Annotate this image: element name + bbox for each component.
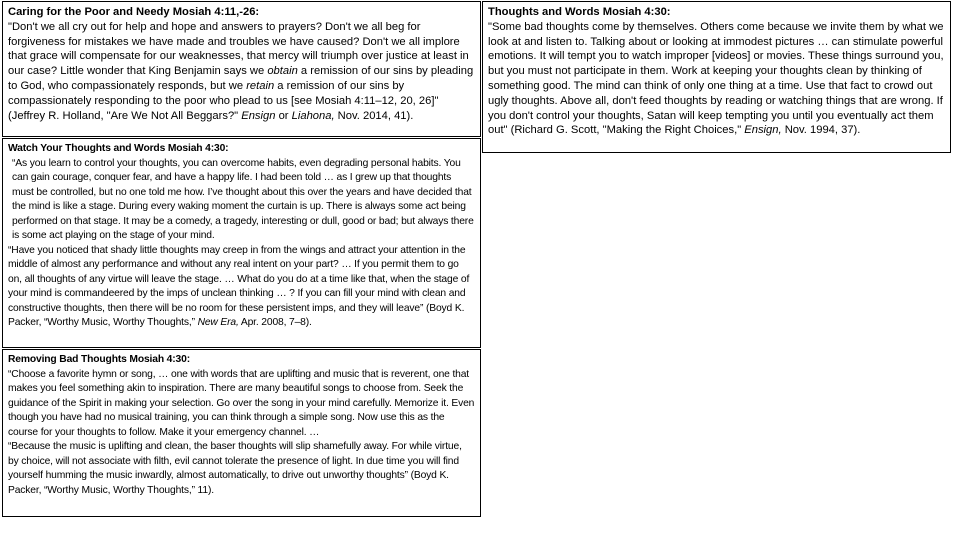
quote-box-thoughts-and-words	[482, 1, 951, 153]
box-title: Caring for the Poor and Needy Mosiah 4:11,-26:	[8, 6, 260, 18]
box-title: Removing Bad Thoughts Mosiah 4:30:	[8, 354, 190, 365]
quote-text	[8, 20, 475, 124]
publication-ensign: Ensign	[241, 109, 276, 122]
emphasis-obtain: obtain	[267, 65, 298, 78]
box-title: Watch Your Thoughts and Words Mosiah 4:30:	[8, 143, 229, 154]
quote-segment: a remission of our sins by compassionately responding to the poor who plead to us [see Mosiah 4:11–12, 20, 26]" (Jeffrey R. Holland, "Are We Not All Beggars?"	[8, 79, 439, 122]
emphasis-retain: retain	[246, 79, 275, 92]
publication-ensign: Ensign,	[744, 124, 782, 137]
publication-liahona: Liahona,	[291, 109, 335, 122]
quote-paragraph: “Choose a favorite hymn or song, … one with words that are uplifting and music that is reverent, one that makes you feel something akin to inspiration. There are many beautiful songs to choose from. Seek the guidance of the Spirit in making your selection. Go over the song in your mind carefully. Memorize it. Even though you have had no musical training, you can think through a simple song. Now use this as the course for your thoughts to follow. Make it your emergency channel. …	[8, 368, 475, 438]
quote-paragraph	[8, 244, 475, 331]
quote-text	[488, 20, 945, 138]
quote-box-watch-thoughts	[2, 138, 481, 348]
quote-paragraph: “Because the music is uplifting and clean, the baser thoughts will slip shamefully away. For while virtue, by choice, will not associate with filth, evil cannot tolerate the presence of light. In due time you will find yourself humming the music inwardly, almost automatically, to drive out unworthy thoughts” (Boyd K. Packer, “Worthy Music, Worthy Thoughts,” 11).	[8, 441, 462, 496]
quote-paragraph: “As you learn to control your thoughts, you can overcome habits, even degrading personal habits. You can gain courage, conquer fear, and have a happy life. I had been told … as I grew up that thoughts must be controlled, but no one told me how. I’ve thought about this over the years and have decided that the mind is like a stage. During every waking moment the curtain is up. There is always some act being performed on that stage. It may be a comedy, a tragedy, interesting or dull, good or bad; but always there is some act playing on the stage of your mind.	[12, 157, 474, 241]
quote-segment: Nov. 1994, 37).	[781, 124, 861, 137]
quote-segment: a remission of our sins by pleading to God, who compassionately responds, but we	[8, 65, 474, 92]
quote-segment: "Don't we all cry out for help and hope and answers to prayers? Don't we all beg for forgiveness for mistakes we have made and troubles we have caused? Don't we all implore that grace will compensate for our weaknesses, that mercy will triumph over justice at least in our case? Little wonder that King Benjamin says we	[8, 20, 469, 78]
quote-segment: “Have you noticed that shady little thoughts may creep in from the wings and attract your attention in the middle of almost any performance and without any real intent on your part? … If you permit them to go on, all thoughts of any virtue will leave the stage. … What do you do at a time like that, when the stage of your mind is commandeered by the imps of unclean thinking … ? If you can fill your mind with clean and constructive thoughts, then there will be no room for these persistent imps, and they will leave” (Boyd K. Packer, “Worthy Music, Worthy Thoughts,”	[8, 244, 470, 328]
quote-segment: Nov. 2014, 41).	[334, 109, 414, 122]
quote-box-caring-for-poor	[2, 1, 481, 137]
quote-segment: Apr. 2008, 7–8).	[238, 317, 312, 328]
quote-segment: or	[275, 109, 292, 122]
publication-new-era: New Era,	[197, 317, 239, 328]
box-title: Thoughts and Words Mosiah 4:30:	[488, 6, 671, 18]
quote-box-removing-bad-thoughts	[2, 349, 481, 517]
quote-segment: "Some bad thoughts come by themselves. Others come because we invite them by what we look at and listen to. Talking about or looking at immodest pictures … can stimulate powerful emotions. It will tempt you to watch improper [videos] or movies. These things surround you, but you must not participate in them. Work at keeping your thoughts clean by thinking of something good. The mind can think of only one thing at a time. Use that fact to crowd out ugly thoughts. Above all, don't feed thoughts by reading or watching things that are wrong. If you don't control your thoughts, Satan will keep tempting you until you eventually act them out" (Richard G. Scott, "Making the Right Choices,"	[488, 20, 944, 137]
